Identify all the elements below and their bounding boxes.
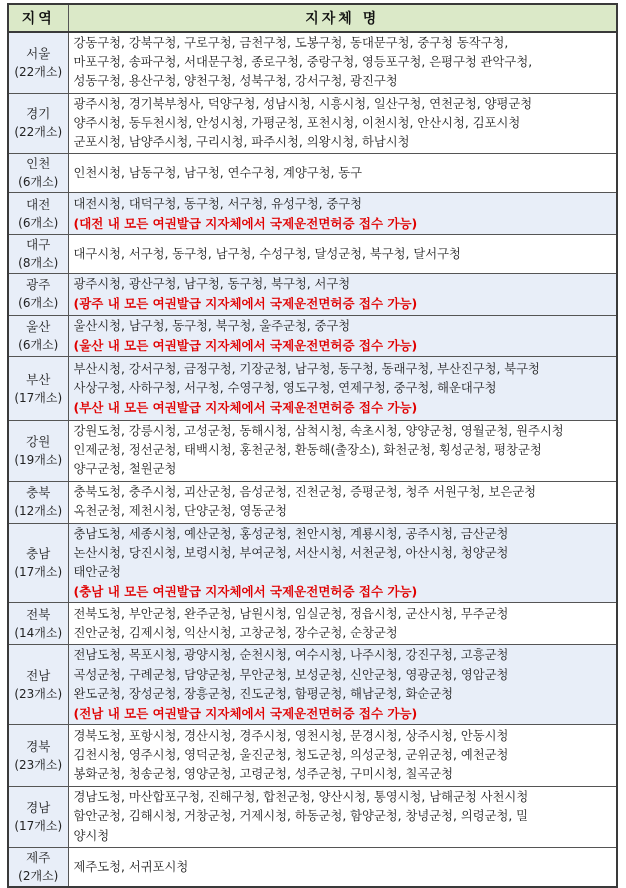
region-cell bbox=[8, 603, 68, 645]
region-name: 부산 bbox=[26, 371, 51, 387]
office-list-line: 대전시청, 대덕구청, 동구청, 서구청, 유성구청, 중구청 bbox=[73, 196, 363, 211]
office-list-line: 경남도청, 마산합포구청, 진해구청, 합천군청, 양산시청, 통영시청, 남해군청 사천시청 bbox=[73, 790, 529, 805]
office-list-line: 강동구청, 강북구청, 구로구청, 금천구청, 도봉구청, 동대문구청, 중구청 동작구청, bbox=[73, 36, 509, 50]
table-row bbox=[8, 154, 617, 193]
office-list-line: 인제군청, 정선군청, 태백시청, 홍천군청, 환동해(출장소), 화천군청, 횡성군청, 평창군청 bbox=[73, 443, 542, 458]
region-cell bbox=[8, 274, 68, 315]
office-list-line: 태안군청 bbox=[73, 565, 122, 580]
office-count: (6개소) bbox=[18, 215, 59, 230]
office-count: (6개소) bbox=[18, 175, 59, 190]
table-row bbox=[8, 523, 617, 603]
table-row bbox=[8, 481, 617, 523]
availability-note: (부산 내 모든 여권발급 지자체에서 국제운전면허증 접수 가능) bbox=[73, 400, 418, 416]
table-row bbox=[8, 787, 617, 848]
office-list-line: 제주도청, 서귀포시청 bbox=[73, 859, 189, 874]
region-cell bbox=[8, 645, 68, 725]
region-name: 강원 bbox=[26, 433, 51, 449]
office-list-line: 양주시청, 동두천시청, 안성시청, 가평군청, 포천시청, 이천시청, 안산시청, 김포시청 bbox=[73, 115, 521, 130]
region-cell bbox=[8, 235, 68, 274]
offices-cell bbox=[68, 847, 617, 887]
availability-note: (대전 내 모든 여권발급 지자체에서 국제운전면허증 접수 가능) bbox=[73, 215, 418, 231]
offices-cell bbox=[68, 725, 617, 787]
region-cell bbox=[8, 787, 68, 848]
office-count: (17개소) bbox=[14, 390, 63, 405]
office-list-line: 광주시청, 경기북부청사, 덕양구청, 성남시청, 시흥시청, 일산구청, 연천군청, 양평군청 bbox=[73, 96, 533, 111]
regions-table bbox=[7, 3, 618, 888]
region-name: 서울 bbox=[26, 45, 51, 61]
office-list-line: 논산시청, 당진시청, 보령시청, 부여군청, 서산시청, 서천군청, 아산시청, 청양군청 bbox=[73, 545, 509, 560]
region-name: 제주 bbox=[26, 850, 51, 866]
offices-cell bbox=[68, 357, 617, 421]
office-list-line: 사상구청, 사하구청, 서구청, 수영구청, 영도구청, 연제구청, 중구청, 해운대구청 bbox=[73, 380, 497, 395]
offices-cell bbox=[68, 93, 617, 154]
table-row bbox=[8, 847, 617, 887]
office-list-line: 광주시청, 광산구청, 남구청, 동구청, 북구청, 서구청 bbox=[73, 277, 351, 292]
office-count: (22개소) bbox=[14, 64, 63, 79]
office-list-line: 마포구청, 송파구청, 서대문구청, 종로구청, 중랑구청, 영등포구청, 은평구청 관악구청, bbox=[73, 55, 533, 70]
office-list-line: 완도군청, 장성군청, 장흥군청, 진도군청, 함평군청, 해남군청, 화순군청 bbox=[73, 686, 454, 701]
offices-cell bbox=[68, 603, 617, 645]
office-list-line: 함안군청, 김해시청, 거창군청, 거제시청, 하동군청, 함양군청, 창녕군청, 의령군청, 밀 bbox=[73, 809, 529, 824]
office-list-line: 강원도청, 강릉시청, 고성군청, 동해시청, 삼척시청, 속초시청, 양양군청, 영월군청, 원주시청 bbox=[73, 424, 564, 439]
region-cell bbox=[8, 154, 68, 193]
office-count: (17개소) bbox=[14, 819, 63, 834]
table-body bbox=[8, 32, 617, 887]
office-list-line: 전남도청, 목포시청, 광양시청, 순천시청, 여수시청, 나주시청, 강진구청, 고흥군청 bbox=[73, 648, 509, 663]
offices-cell bbox=[68, 315, 617, 356]
region-cell bbox=[8, 523, 68, 603]
office-count: (23개소) bbox=[14, 757, 63, 772]
table-header-row bbox=[8, 4, 617, 32]
office-list-line: 부산시청, 강서구청, 금정구청, 기장군청, 남구청, 동구청, 동래구청, 부산진구청, 북구청 bbox=[73, 361, 540, 376]
region-cell bbox=[8, 357, 68, 421]
office-list-line: 충남도청, 세종시청, 예산군청, 홍성군청, 천안시청, 계룡시청, 공주시청, 금산군청 bbox=[73, 526, 509, 541]
region-name: 충남 bbox=[26, 546, 51, 562]
table-row bbox=[8, 421, 617, 482]
office-count: (8개소) bbox=[18, 256, 59, 271]
office-count: (23개소) bbox=[14, 686, 63, 701]
region-cell bbox=[8, 32, 68, 93]
offices-cell bbox=[68, 787, 617, 848]
region-name: 경기 bbox=[26, 106, 51, 122]
region-cell bbox=[8, 481, 68, 523]
office-list-line: 충북도청, 충주시청, 괴산군청, 음성군청, 진천군청, 증평군청, 청주 서원구청, 보은군청 bbox=[73, 484, 537, 499]
region-name: 대전 bbox=[26, 196, 51, 212]
availability-note: (울산 내 모든 여권발급 지자체에서 국제운전면허증 접수 가능) bbox=[73, 337, 418, 353]
office-list-line: 옥천군청, 제천시청, 단양군청, 영동군청 bbox=[73, 504, 288, 519]
region-name: 대구 bbox=[26, 237, 51, 253]
office-list-line: 봉화군청, 청송군청, 영양군청, 고령군청, 성주군청, 구미시청, 칠곡군청 bbox=[73, 767, 454, 782]
offices-cell bbox=[68, 193, 617, 235]
table-row bbox=[8, 274, 617, 315]
offices-cell bbox=[68, 154, 617, 193]
table-row bbox=[8, 315, 617, 356]
office-list-line: 성동구청, 용산구청, 양천구청, 성북구청, 강서구청, 광진구청 bbox=[73, 74, 398, 89]
table-row bbox=[8, 603, 617, 645]
office-count: (22개소) bbox=[14, 125, 63, 140]
column-header-offices: 지자체 명 bbox=[68, 4, 617, 32]
office-list-line: 김천시청, 영주시청, 영덕군청, 울진군청, 청도군청, 의성군청, 군위군청, 예천군청 bbox=[73, 748, 509, 763]
office-list-line: 곡성군청, 구례군청, 담양군청, 무안군청, 보성군청, 신안군청, 영광군청, 영암군청 bbox=[73, 667, 509, 682]
office-list-line: 진안군청, 김제시청, 익산시청, 고창군청, 장수군청, 순창군청 bbox=[73, 625, 398, 640]
offices-cell bbox=[68, 645, 617, 725]
offices-cell bbox=[68, 32, 617, 93]
office-count: (19개소) bbox=[14, 452, 63, 467]
office-list-line: 양시청 bbox=[73, 828, 110, 843]
office-count: (17개소) bbox=[14, 565, 63, 580]
region-cell bbox=[8, 315, 68, 356]
availability-note: (충남 내 모든 여권발급 지자체에서 국제운전면허증 접수 가능) bbox=[73, 584, 418, 600]
region-name: 경북 bbox=[26, 738, 51, 754]
column-header-region: 지역 bbox=[8, 4, 68, 32]
offices-cell bbox=[68, 235, 617, 274]
table-row bbox=[8, 725, 617, 787]
table-row bbox=[8, 93, 617, 154]
office-list-line: 인천시청, 남동구청, 남구청, 연수구청, 계양구청, 동구 bbox=[73, 165, 363, 180]
office-list-line: 전북도청, 부안군청, 완주군청, 남원시청, 임실군청, 정읍시청, 군산시청, 무주군청 bbox=[73, 606, 509, 621]
region-name: 전남 bbox=[26, 667, 51, 683]
region-name: 경남 bbox=[26, 800, 51, 816]
availability-note: (전남 내 모든 여권발급 지자체에서 국제운전면허증 접수 가능) bbox=[73, 706, 418, 722]
table-row bbox=[8, 32, 617, 93]
region-cell bbox=[8, 725, 68, 787]
region-cell bbox=[8, 193, 68, 235]
office-list-line: 울산시청, 남구청, 동구청, 북구청, 울주군청, 중구청 bbox=[73, 318, 351, 333]
offices-cell bbox=[68, 421, 617, 482]
region-name: 광주 bbox=[26, 277, 51, 293]
table-row bbox=[8, 235, 617, 274]
region-name: 전북 bbox=[26, 606, 51, 622]
office-count: (6개소) bbox=[18, 296, 59, 311]
region-cell bbox=[8, 93, 68, 154]
office-count: (12개소) bbox=[14, 504, 63, 519]
office-count: (6개소) bbox=[18, 337, 59, 352]
table-row bbox=[8, 193, 617, 235]
office-count: (2개소) bbox=[18, 869, 59, 884]
office-list-line: 경북도청, 포항시청, 경산시청, 경주시청, 영천시청, 문경시청, 상주시청, 안동시청 bbox=[73, 728, 509, 743]
region-name: 충북 bbox=[26, 485, 51, 501]
office-list-line: 양구군청, 철원군청 bbox=[73, 462, 177, 477]
region-name: 인천 bbox=[26, 156, 51, 172]
office-list-line: 대구시청, 서구청, 동구청, 남구청, 수성구청, 달성군청, 북구청, 달서구청 bbox=[73, 246, 461, 261]
table-row bbox=[8, 645, 617, 725]
availability-note: (광주 내 모든 여권발급 지자체에서 국제운전면허증 접수 가능) bbox=[73, 296, 418, 312]
offices-cell bbox=[68, 481, 617, 523]
office-list-line: 군포시청, 남양주시청, 구리시청, 파주시청, 의왕시청, 하남시청 bbox=[73, 135, 410, 150]
office-count: (14개소) bbox=[14, 625, 63, 640]
region-cell bbox=[8, 421, 68, 482]
region-name: 울산 bbox=[26, 318, 51, 334]
table-row bbox=[8, 357, 617, 421]
offices-cell bbox=[68, 274, 617, 315]
region-cell bbox=[8, 847, 68, 887]
offices-cell bbox=[68, 523, 617, 603]
